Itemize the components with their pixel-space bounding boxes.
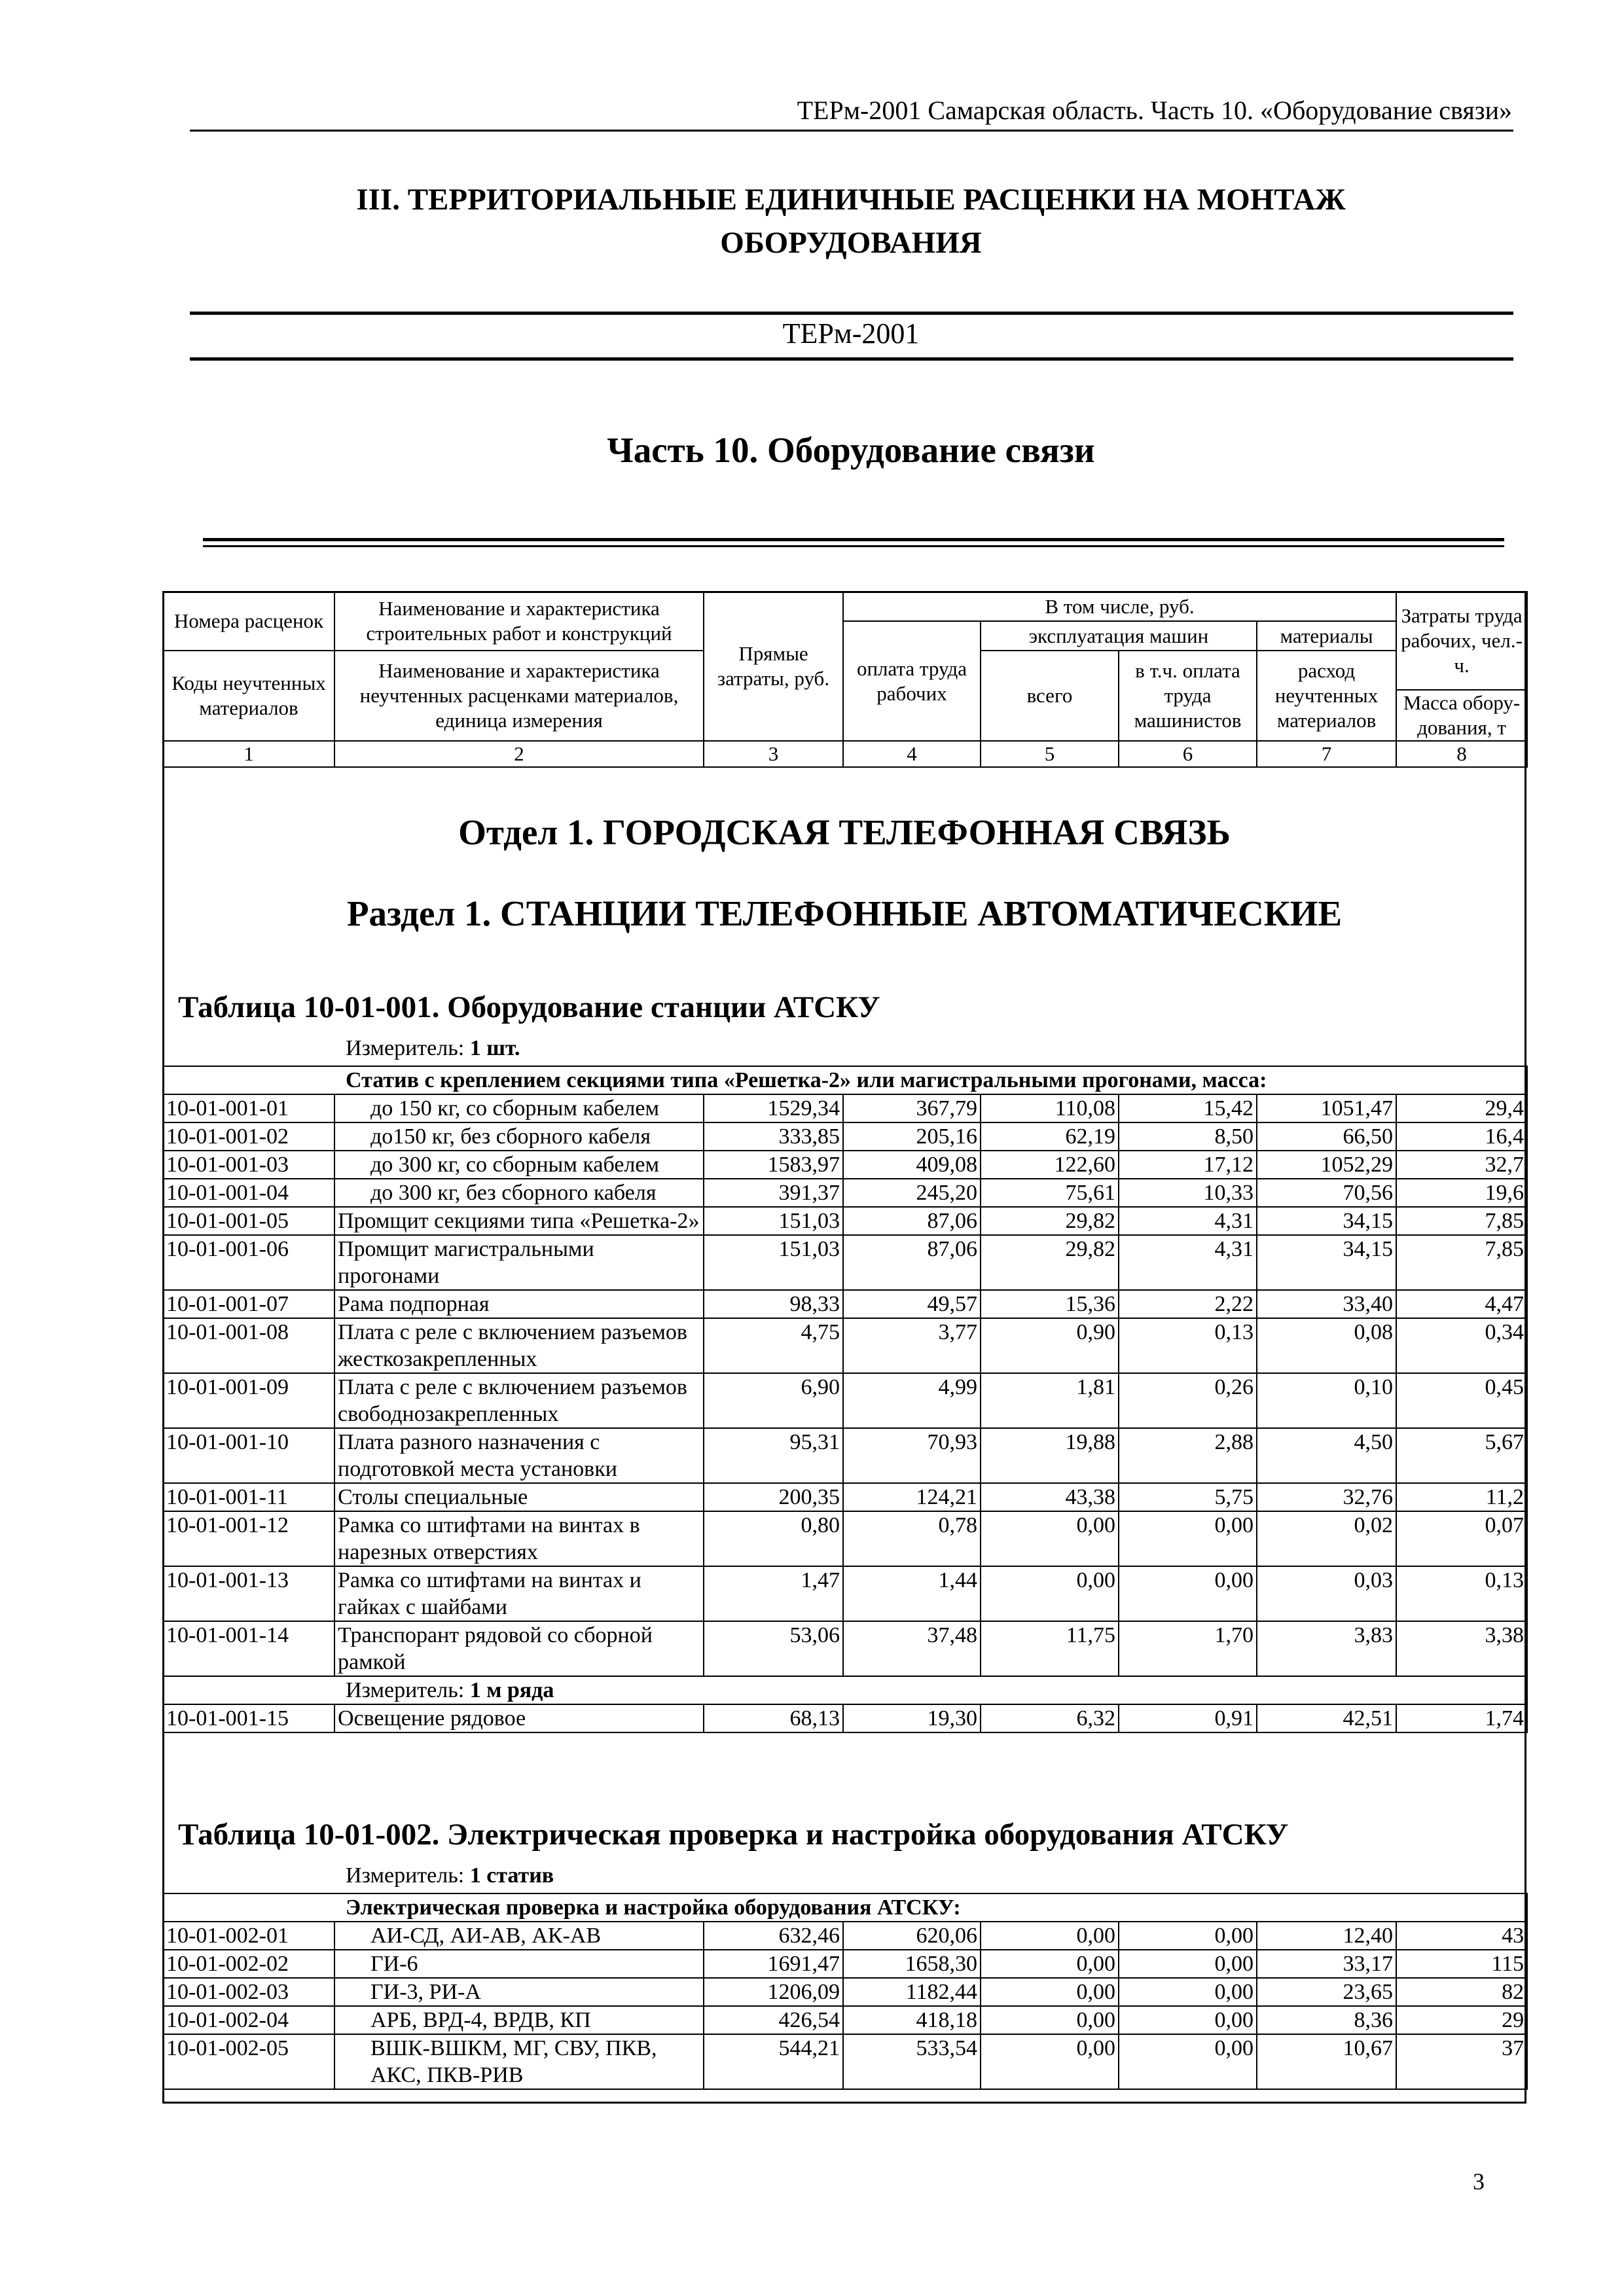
header-direct-costs: Прямые затраты, руб. [704,592,843,741]
column-number: 8 [1396,741,1527,767]
rates-table-2 [162,1893,1528,2090]
rule-bottom [190,357,1513,361]
unit-label: Измеритель: [346,1036,465,1060]
unit-label: Измеритель: [346,1863,465,1888]
table-row [163,1511,1527,1566]
labor-pay-cell: 37,48 [843,1621,981,1676]
labor-pay-cell: 1658,30 [843,1950,981,1978]
rule-top [190,312,1513,315]
labor-pay-cell: 4,99 [843,1373,981,1428]
direct-costs-cell: 68,13 [704,1704,843,1732]
labor-pay-cell: 19,30 [843,1704,981,1732]
table-row [163,1094,1527,1122]
rate-code-cell: 10-01-001-06 [163,1235,334,1290]
machine-labor-cell: 0,00 [1119,1950,1257,1978]
labor-hours-cell: 5,67 [1396,1428,1527,1483]
department-title: Отдел 1. ГОРОДСКАЯ ТЕЛЕФОННАЯ СВЯЗЬ [458,812,1231,852]
machine-labor-cell: 0,26 [1119,1373,1257,1428]
labor-hours-cell: 7,85 [1396,1207,1527,1235]
direct-costs-cell: 333,85 [704,1122,843,1151]
materials-cell: 34,15 [1257,1235,1396,1290]
table-row [163,1704,1527,1732]
column-number: 6 [1119,741,1257,767]
labor-pay-cell: 409,08 [843,1151,981,1179]
direct-costs-cell: 6,90 [704,1373,843,1428]
code-title: ТЕРм-2001 [782,317,920,350]
labor-hours-cell: 3,38 [1396,1621,1527,1676]
labor-hours-cell: 1,74 [1396,1704,1527,1732]
labor-hours-cell: 0,13 [1396,1566,1527,1621]
machine-total-cell: 0,00 [981,1922,1119,1950]
table-row [163,1621,1527,1676]
labor-pay-cell: 1,44 [843,1566,981,1621]
materials-cell: 10,67 [1257,2034,1396,2089]
group-heading: Электрическая проверка и настройка оборудования АТСКУ: [163,1893,1527,1922]
work-name-cell: до150 кг, без сборного кабеля [334,1122,704,1151]
materials-cell: 33,17 [1257,1950,1396,1978]
rates-table-1 [162,1066,1528,1733]
materials-cell: 1052,29 [1257,1151,1396,1179]
direct-costs-cell: 426,54 [704,2006,843,2034]
direct-costs-cell: 200,35 [704,1483,843,1511]
column-header-table [162,591,1528,768]
machine-total-cell: 0,00 [981,1978,1119,2006]
labor-hours-cell: 19,6 [1396,1179,1527,1207]
section-title-line-2: ОБОРУДОВАНИЯ [720,226,982,260]
labor-hours-cell: 29,4 [1396,1094,1527,1122]
header-machine-total: всего [981,651,1119,741]
direct-costs-cell: 53,06 [704,1621,843,1676]
table-row [163,1318,1527,1373]
labor-hours-cell: 82 [1396,1978,1527,2006]
work-name-cell: до 150 кг, со сборным кабелем [334,1094,704,1122]
direct-costs-cell: 95,31 [704,1428,843,1483]
column-number: 3 [704,741,843,767]
materials-cell: 12,40 [1257,1922,1396,1950]
machine-total-cell: 19,88 [981,1428,1119,1483]
machine-labor-cell: 2,22 [1119,1290,1257,1318]
work-name-cell: Плата с реле с включением разъемов свободнозакрепленных [334,1373,704,1428]
materials-cell: 0,08 [1257,1318,1396,1373]
machine-labor-cell: 8,50 [1119,1122,1257,1151]
work-name-cell: ВШК-ВШКМ, МГ, СВУ, ПКВ, АКС, ПКВ-РИВ [334,2034,704,2089]
rate-code-cell: 10-01-002-01 [163,1922,334,1950]
direct-costs-cell: 1,47 [704,1566,843,1621]
work-name-cell: Рамка со штифтами на винтах и гайках с шайбами [334,1566,704,1621]
work-name-cell: АРБ, ВРД-4, ВРДВ, КП [334,2006,704,2034]
machine-total-cell: 15,36 [981,1290,1119,1318]
group-heading: Статив с креплением секциями типа «Решетка-2» или магистральными прогонами, масса: [163,1066,1527,1094]
rate-code-cell: 10-01-001-01 [163,1094,334,1122]
column-number: 4 [843,741,981,767]
machine-labor-cell: 0,00 [1119,1566,1257,1621]
rate-code-cell: 10-01-001-02 [163,1122,334,1151]
work-name-cell: АИ-СД, АИ-АВ, АК-АВ [334,1922,704,1950]
direct-costs-cell: 1691,47 [704,1950,843,1978]
machine-total-cell: 29,82 [981,1235,1119,1290]
header-rule [190,130,1513,132]
table-row [163,1922,1527,1950]
labor-hours-cell: 115 [1396,1950,1527,1978]
materials-cell: 8,36 [1257,2006,1396,2034]
table-row [163,1373,1527,1428]
work-name-cell: до 300 кг, без сборного кабеля [334,1179,704,1207]
labor-pay-cell: 1182,44 [843,1978,981,2006]
table-row [163,1483,1527,1511]
header-labor-costs: Затраты труда рабочих, чел.-ч. [1396,592,1527,690]
work-name-cell: Столы специальные [334,1483,704,1511]
work-name-cell: ГИ-3, РИ-А [334,1978,704,2006]
header-material-usage: расход неучтенных материалов [1257,651,1396,741]
materials-cell: 70,56 [1257,1179,1396,1207]
materials-cell: 0,02 [1257,1511,1396,1566]
labor-hours-cell: 0,07 [1396,1511,1527,1566]
rate-code-cell: 10-01-002-04 [163,2006,334,2034]
column-number: 7 [1257,741,1396,767]
header-labor-pay: оплата труда рабочих [843,621,981,741]
page-number: 3 [1473,2168,1485,2195]
machine-labor-cell: 0,00 [1119,1978,1257,2006]
machine-total-cell: 43,38 [981,1483,1119,1511]
work-name-cell: ГИ-6 [334,1950,704,1978]
materials-cell: 66,50 [1257,1122,1396,1151]
machine-labor-cell: 0,13 [1119,1318,1257,1373]
machine-total-cell: 6,32 [981,1704,1119,1732]
labor-pay-cell: 70,93 [843,1428,981,1483]
rate-code-cell: 10-01-001-10 [163,1428,334,1483]
rate-code-cell: 10-01-001-13 [163,1566,334,1621]
unit-value: 1 м ряда [469,1678,554,1702]
materials-cell: 32,76 [1257,1483,1396,1511]
materials-cell: 33,40 [1257,1290,1396,1318]
group-row [163,1893,1527,1922]
rate-code-cell: 10-01-001-03 [163,1151,334,1179]
materials-cell: 23,65 [1257,1978,1396,2006]
header-machine-operation: эксплуатация машин [981,621,1257,651]
direct-costs-cell: 151,03 [704,1207,843,1235]
header-codes: Коды неучтенных материалов [163,651,334,741]
header-materials: материалы [1257,621,1396,651]
materials-cell: 0,10 [1257,1373,1396,1428]
labor-hours-cell: 43 [1396,1922,1527,1950]
column-number: 2 [334,741,704,767]
direct-costs-cell: 98,33 [704,1290,843,1318]
column-number: 5 [981,741,1119,767]
table-row [163,1950,1527,1978]
table-row [163,1566,1527,1621]
labor-hours-cell: 0,34 [1396,1318,1527,1373]
rate-code-cell: 10-01-001-12 [163,1511,334,1566]
machine-labor-cell: 4,31 [1119,1235,1257,1290]
table-row [163,1978,1527,2006]
machine-total-cell: 75,61 [981,1179,1119,1207]
header-including: В том числе, руб. [843,592,1396,621]
machine-labor-cell: 1,70 [1119,1621,1257,1676]
direct-costs-cell: 1206,09 [704,1978,843,2006]
labor-hours-cell: 4,47 [1396,1290,1527,1318]
work-name-cell: Освещение рядовое [334,1704,704,1732]
work-name-cell: Промщит секциями типа «Решетка-2» [334,1207,704,1235]
labor-pay-cell: 87,06 [843,1235,981,1290]
rate-code-cell: 10-01-001-11 [163,1483,334,1511]
table-1-unit [346,1036,520,1061]
machine-labor-cell: 10,33 [1119,1179,1257,1207]
direct-costs-cell: 0,80 [704,1511,843,1566]
machine-total-cell: 62,19 [981,1122,1119,1151]
unit-value: 1 статив [469,1863,554,1888]
work-name-cell: Транспорант рядовой со сборной рамкой [334,1621,704,1676]
table-2-title: Таблица 10-01-002. Электрическая проверка и настройка оборудования АТСКУ [178,1818,1289,1852]
header-machine-labor: в т.ч. оплата труда машинистов [1119,651,1257,741]
header-equipment-mass: Масса обору-дования, т [1396,690,1527,741]
table-row [163,1235,1527,1290]
machine-labor-cell: 0,00 [1119,2006,1257,2034]
work-name-cell: до 300 кг, со сборным кабелем [334,1151,704,1179]
group-row [163,1066,1527,1094]
unit-row [163,1676,1527,1704]
unit-label: Измеритель: [346,1678,465,1702]
direct-costs-cell: 544,21 [704,2034,843,2089]
machine-total-cell: 110,08 [981,1094,1119,1122]
labor-pay-cell: 124,21 [843,1483,981,1511]
direct-costs-cell: 1529,34 [704,1094,843,1122]
materials-cell: 34,15 [1257,1207,1396,1235]
section-title-line-1: III. ТЕРРИТОРИАЛЬНЫЕ ЕДИНИЧНЫЕ РАСЦЕНКИ НА МОНТАЖ [356,183,1346,217]
rate-code-cell: 10-01-001-05 [163,1207,334,1235]
table-row [163,1151,1527,1179]
table-row [163,1179,1527,1207]
table-2-unit [346,1863,554,1888]
table-1-title: Таблица 10-01-001. Оборудование станции АТСКУ [178,990,880,1024]
machine-total-cell: 122,60 [981,1151,1119,1179]
table-row [163,1207,1527,1235]
work-name-cell: Плата разного назначения с подготовкой места установки [334,1428,704,1483]
labor-hours-cell: 16,4 [1396,1122,1527,1151]
machine-total-cell: 0,00 [981,1950,1119,1978]
header-material-name: Наименование и характеристика неучтенных расценками материалов, единица измерения [334,651,704,741]
unit-cell [163,1676,1527,1704]
labor-hours-cell: 29 [1396,2006,1527,2034]
table-row [163,1290,1527,1318]
materials-cell: 0,03 [1257,1566,1396,1621]
rate-code-cell: 10-01-001-15 [163,1704,334,1732]
labor-pay-cell: 87,06 [843,1207,981,1235]
table-row [163,2034,1527,2089]
direct-costs-cell: 4,75 [704,1318,843,1373]
work-name-cell: Рама подпорная [334,1290,704,1318]
labor-hours-cell: 7,85 [1396,1235,1527,1290]
column-number: 1 [163,741,334,767]
labor-pay-cell: 49,57 [843,1290,981,1318]
machine-labor-cell: 0,00 [1119,1922,1257,1950]
work-name-cell: Промщит магистральными прогонами [334,1235,704,1290]
labor-pay-cell: 533,54 [843,2034,981,2089]
machine-total-cell: 29,82 [981,1207,1119,1235]
materials-cell: 1051,47 [1257,1094,1396,1122]
labor-pay-cell: 620,06 [843,1922,981,1950]
rate-code-cell: 10-01-001-08 [163,1318,334,1373]
subsection-title: Раздел 1. СТАНЦИИ ТЕЛЕФОННЫЕ АВТОМАТИЧЕСКИЕ [346,893,1343,933]
materials-cell: 4,50 [1257,1428,1396,1483]
machine-total-cell: 0,00 [981,2006,1119,2034]
machine-labor-cell: 15,42 [1119,1094,1257,1122]
labor-pay-cell: 3,77 [843,1318,981,1373]
part-rule-thin [203,545,1504,547]
machine-labor-cell: 0,00 [1119,2034,1257,2089]
materials-cell: 3,83 [1257,1621,1396,1676]
machine-total-cell: 0,90 [981,1318,1119,1373]
machine-labor-cell: 0,00 [1119,1511,1257,1566]
machine-total-cell: 1,81 [981,1373,1119,1428]
labor-pay-cell: 245,20 [843,1179,981,1207]
rate-code-cell: 10-01-001-07 [163,1290,334,1318]
section-title [190,178,1512,264]
machine-labor-cell: 0,91 [1119,1704,1257,1732]
rate-code-cell: 10-01-002-05 [163,2034,334,2089]
labor-pay-cell: 367,79 [843,1094,981,1122]
labor-hours-cell: 11,2 [1396,1483,1527,1511]
labor-pay-cell: 0,78 [843,1511,981,1566]
machine-total-cell: 11,75 [981,1621,1119,1676]
work-name-cell: Плата с реле с включением разъемов жесткозакрепленных [334,1318,704,1373]
rate-code-cell: 10-01-001-14 [163,1621,334,1676]
header-work-name: Наименование и характеристика строительных работ и конструкций [334,592,704,651]
part-title: Часть 10. Оборудование связи [607,430,1095,470]
rate-code-cell: 10-01-002-03 [163,1978,334,2006]
header-rate-numbers: Номера расценок [163,592,334,651]
table-row [163,2006,1527,2034]
rate-code-cell: 10-01-001-04 [163,1179,334,1207]
materials-cell: 42,51 [1257,1704,1396,1732]
direct-costs-cell: 1583,97 [704,1151,843,1179]
labor-pay-cell: 418,18 [843,2006,981,2034]
labor-hours-cell: 32,7 [1396,1151,1527,1179]
work-name-cell: Рамка со штифтами на винтах в нарезных отверстиях [334,1511,704,1566]
running-header: ТЕРм-2001 Самарская область. Часть 10. «Оборудование связи» [797,96,1512,125]
table-row [163,1428,1527,1483]
direct-costs-cell: 632,46 [704,1922,843,1950]
direct-costs-cell: 391,37 [704,1179,843,1207]
rate-code-cell: 10-01-001-09 [163,1373,334,1428]
part-rule-thick [203,538,1504,541]
rate-code-cell: 10-01-002-02 [163,1950,334,1978]
machine-total-cell: 0,00 [981,1566,1119,1621]
machine-total-cell: 0,00 [981,2034,1119,2089]
labor-hours-cell: 37 [1396,2034,1527,2089]
direct-costs-cell: 151,03 [704,1235,843,1290]
labor-pay-cell: 205,16 [843,1122,981,1151]
machine-labor-cell: 4,31 [1119,1207,1257,1235]
unit-value: 1 шт. [469,1036,520,1060]
machine-labor-cell: 5,75 [1119,1483,1257,1511]
table-row [163,1122,1527,1151]
machine-total-cell: 0,00 [981,1511,1119,1566]
machine-labor-cell: 2,88 [1119,1428,1257,1483]
machine-labor-cell: 17,12 [1119,1151,1257,1179]
labor-hours-cell: 0,45 [1396,1373,1527,1428]
